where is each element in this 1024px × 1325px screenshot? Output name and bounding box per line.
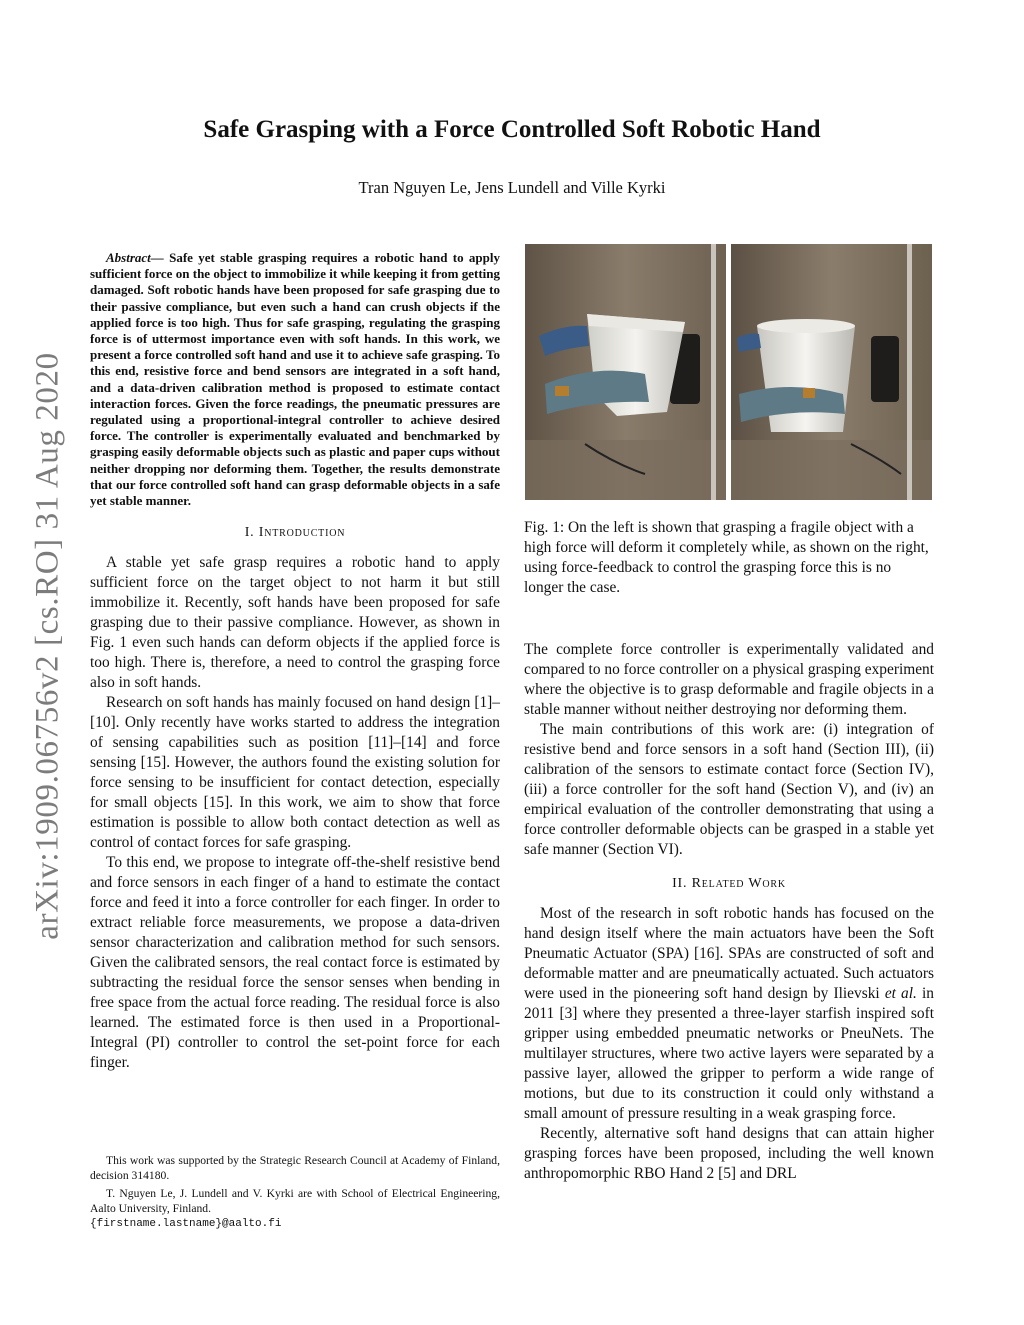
paper-authors: Tran Nguyen Le, Jens Lundell and Ville Kyrki <box>358 178 666 197</box>
footnote-affiliation <box>90 1187 500 1232</box>
abstract-text: Safe yet stable grasping requires a robotic hand to apply sufficient force on the object to immobilize it while keeping it from getting damaged. Soft robotic hands have been proposed for safe grasping due to their passive compliance, but even such a hand can crush objects if the applied force is too high. Thus for safe grasping, regulating the grasping force is of uttermost importance even with soft hands. In this work, we present a force controlled soft hand and use it to achieve safe grasping. To this end, resistive force and bend sensors are integrated in a soft hand, and a data-driven calibration method is proposed to estimate contact interaction forces. Given the force readings, the pneumatic pressures are regulated using a proportional-integral controller to achieve desired force. The controller is experimentally evaluated and benchmarked by grasping easily deformable objects such as plastic and paper cups without neither dropping nor deforming them. Together, the results demonstrate that our force controlled soft hand can grasp deformable objects in a safe yet stable manner. <box>90 250 500 509</box>
arxiv-identifier-text: arXiv:1909.06756v2 [cs.RO] 31 Aug 2020 <box>29 352 66 940</box>
footnote-affiliation-text: T. Nguyen Le, J. Lundell and V. Kyrki are with School of Electrical Engineering, Aalto University, Finland. <box>90 1187 500 1215</box>
photo-deformed-cup-image <box>525 244 726 500</box>
photo-intact-cup-image <box>731 244 932 500</box>
related-paragraph-1-etal: et al. <box>884 985 917 1002</box>
paper-title: Safe Grasping with a Force Controlled Soft Robotic Hand <box>203 116 821 143</box>
right-paragraph-1: The complete force controller is experimentally validated and compared to no force controller on a physical grasping experiment where the objective is to grasp deformable and fragile objects in a stable manner without neither destroying nor deforming them. <box>524 641 934 718</box>
arxiv-identifier <box>30 346 66 946</box>
photo-deformed-cup <box>525 244 726 500</box>
section-heading-introduction: I. Introduction <box>244 525 346 541</box>
figure-1 <box>525 244 933 500</box>
footnotes <box>90 1154 500 1236</box>
left-column <box>90 250 500 1073</box>
related-paragraph-1-part-a: Most of the research in soft robotic hands has focused on the hand design itself where the main actuators have been the Soft Pneumatic Actuator (SPA) [16]. SPAs are constructed of soft and deformable matter and are pneumatically actuated. Such actuators were used in the pioneering soft hand design by Ilievski <box>524 905 934 1002</box>
figure-1-caption: Fig. 1: On the left is shown that grasping a fragile object with a high force will deform it completely while, as shown on the right, using force-feedback to control the grasping force this is no longer the case. <box>524 519 929 596</box>
intro-paragraph-3: To this end, we propose to integrate off-the-shelf resistive bend and force sensors in each finger of a hand to estimate the contact force and feed it into a force controller for each finger. In order to extract reliable force measurements, we propose a data-driven sensor characterization and calibration method for such sensors. Given the calibrated sensors, the real contact force is estimated by subtracting the residual force the sensor senses when bending in free space from the actual force reading. The residual force is also learned. The estimated force is then used in a Proportional-Integral (PI) controller to control the set-point force for each finger. <box>90 854 500 1072</box>
abstract <box>90 250 500 509</box>
related-paragraph-1-part-b: in 2011 [3] where they presented a three-layer starfish inspired soft gripper using embedded pneumatic networks or PneuNets. The multilayer structures, where two active layers were separated by a passive layer, allowed the gripper to perform a wide range of motions, but due to its construction it could only withstand a small amount of pressure resulting in a weak grasping force. <box>524 985 934 1122</box>
related-paragraph-1 <box>524 904 934 1124</box>
right-column <box>524 640 934 1184</box>
intro-paragraph-2: Research on soft hands has mainly focused on hand design [1]–[10]. Only recently have works started to address the integration of sensing capabilities such as position [11]–[14] and force sensing [15]. However, the authors found the existing solution for force sensing to be insufficient for contact detection, especially for small objects [15]. In this work, we aim to show that force estimation is possible to allow both contact detection as well as control of contact forces for safe grasping. <box>90 694 500 852</box>
footnote-email: {firstname.lastname}@aalto.fi <box>90 1218 282 1230</box>
abstract-label: Abstract— <box>106 250 164 265</box>
right-paragraph-2: The main contributions of this work are: (i) integration of resistive bend and force sensors in a soft hand (Section III), (ii) calibration of the sensors to estimate contact force (Section IV), (iii) a force controller for the soft hand (Section V), and (iv) an empirical evaluation of the controller demonstrating that using a force controller deformable objects can be grasped in a stable yet safe manner (Section VI). <box>524 721 934 858</box>
footnote-funding: This work was supported by the Strategic Research Council at Academy of Finland, decision 314180. <box>90 1154 500 1182</box>
related-paragraph-2: Recently, alternative soft hand designs that can attain higher grasping forces have been proposed, including the well known anthropomorphic RBO Hand 2 [5] and DRL <box>524 1125 934 1182</box>
intro-paragraph-1: A stable yet safe grasp requires a robotic hand to apply sufficient force on the target object to not harm it but still immobilize it. Recently, soft hands have been proposed for safe grasping due to their passive compliance. However, as shown in Fig. 1 even such hands can deform objects if the applied force is too high. There is, therefore, a need to control the grasping force also in soft hands. <box>90 554 500 692</box>
photo-intact-cup <box>731 244 932 500</box>
section-heading-related-work: II. Related Work <box>672 876 786 891</box>
